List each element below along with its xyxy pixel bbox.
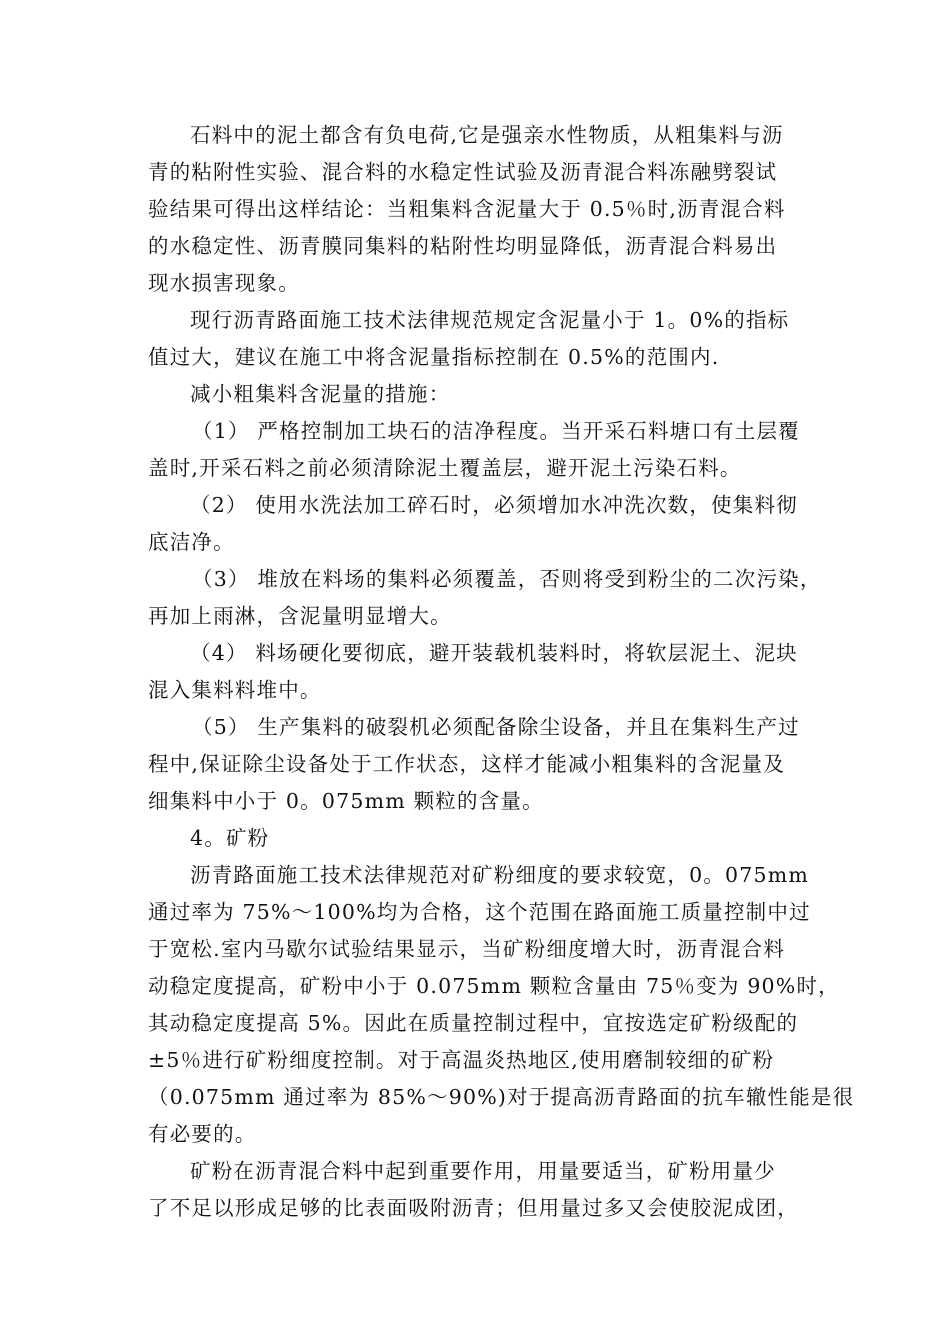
text-line: （1） 严格控制加工块石的洁净程度。当开采石料塘口有土层覆 (192, 419, 800, 443)
text-line: 于宽松.室内马歇尔试验结果显示，当矿粉细度增大时，沥青混合料 (148, 937, 786, 961)
text-line: 混入集料料堆中。 (148, 678, 322, 702)
text-line: 现行沥青路面施工技术法律规范规定含泥量小于 1。0%的指标 (190, 308, 790, 332)
text-line: 了不足以形成足够的比表面吸附沥青；但用量过多又会使胶泥成团， (148, 1196, 799, 1220)
text-line: ±5％进行矿粉细度控制。对于高温炎热地区,使用磨制较细的矿粉 (148, 1048, 775, 1072)
text-line: （4） 料场硬化要彻底，避开装载机装料时，将软层泥土、泥块 (190, 641, 798, 665)
text-line: 有必要的。 (148, 1122, 257, 1146)
text-line: 通过率为 75%～100%均为合格，这个范围在路面施工质量控制中过 (148, 900, 811, 924)
text-line: 矿粉在沥青混合料中起到重要作用，用量要适当，矿粉用量少 (190, 1159, 776, 1183)
text-line: （5） 生产集料的破裂机必须配备除尘设备，并且在集料生产过 (192, 715, 800, 739)
text-line: （3） 堆放在料场的集料必须覆盖，否则将受到粉尘的二次污染， (192, 567, 822, 591)
text-line: 青的粘附性实验、混合料的水稳定性试验及沥青混合料冻融劈裂试 (148, 160, 778, 184)
text-line: 细集料中小于 0。075mm 颗粒的含量。 (148, 789, 544, 813)
text-line: 的水稳定性、沥青膜同集料的粘附性均明显降低，沥青混合料易出 (148, 234, 778, 258)
document-body (148, 117, 855, 1227)
text-line: 盖时,开采石料之前必须清除泥土覆盖层，避开泥土污染石料。 (148, 456, 742, 480)
text-line: 减小粗集料含泥量的措施： (190, 382, 451, 406)
text-line: 值过大，建议在施工中将含泥量指标控制在 0.5%的范围内. (148, 345, 720, 369)
text-line: 验结果可得出这样结论：当粗集料含泥量大于 0.5％时,沥青混合料 (148, 197, 786, 221)
text-line: （0.075mm 通过率为 85%～90%)对于提高沥青路面的抗车辙性能是很 (148, 1085, 855, 1109)
section-heading: 4。矿粉 (190, 826, 270, 850)
text-line: （2） 使用水洗法加工碎石时，必须增加水冲洗次数，使集料彻 (190, 493, 798, 517)
text-line: 再加上雨淋，含泥量明显增大。 (148, 604, 452, 628)
text-line: 石料中的泥土都含有负电荷,它是强亲水性物质，从粗集料与沥 (190, 123, 784, 147)
text-line: 程中,保证除尘设备处于工作状态，这样才能减小粗集料的含泥量及 (148, 752, 786, 776)
text-line: 沥青路面施工技术法律规范对矿粉细度的要求较宽，0。075mm (190, 863, 810, 887)
text-line: 其动稳定度提高 5%。因此在质量控制过程中，宜按选定矿粉级配的 (148, 1011, 799, 1035)
text-line: 动稳定度提高，矿粉中小于 0.075mm 颗粒含量由 75％变为 90%时， (148, 974, 840, 998)
text-line: 底洁净。 (148, 530, 235, 554)
text-line: 现水损害现象。 (148, 271, 300, 295)
